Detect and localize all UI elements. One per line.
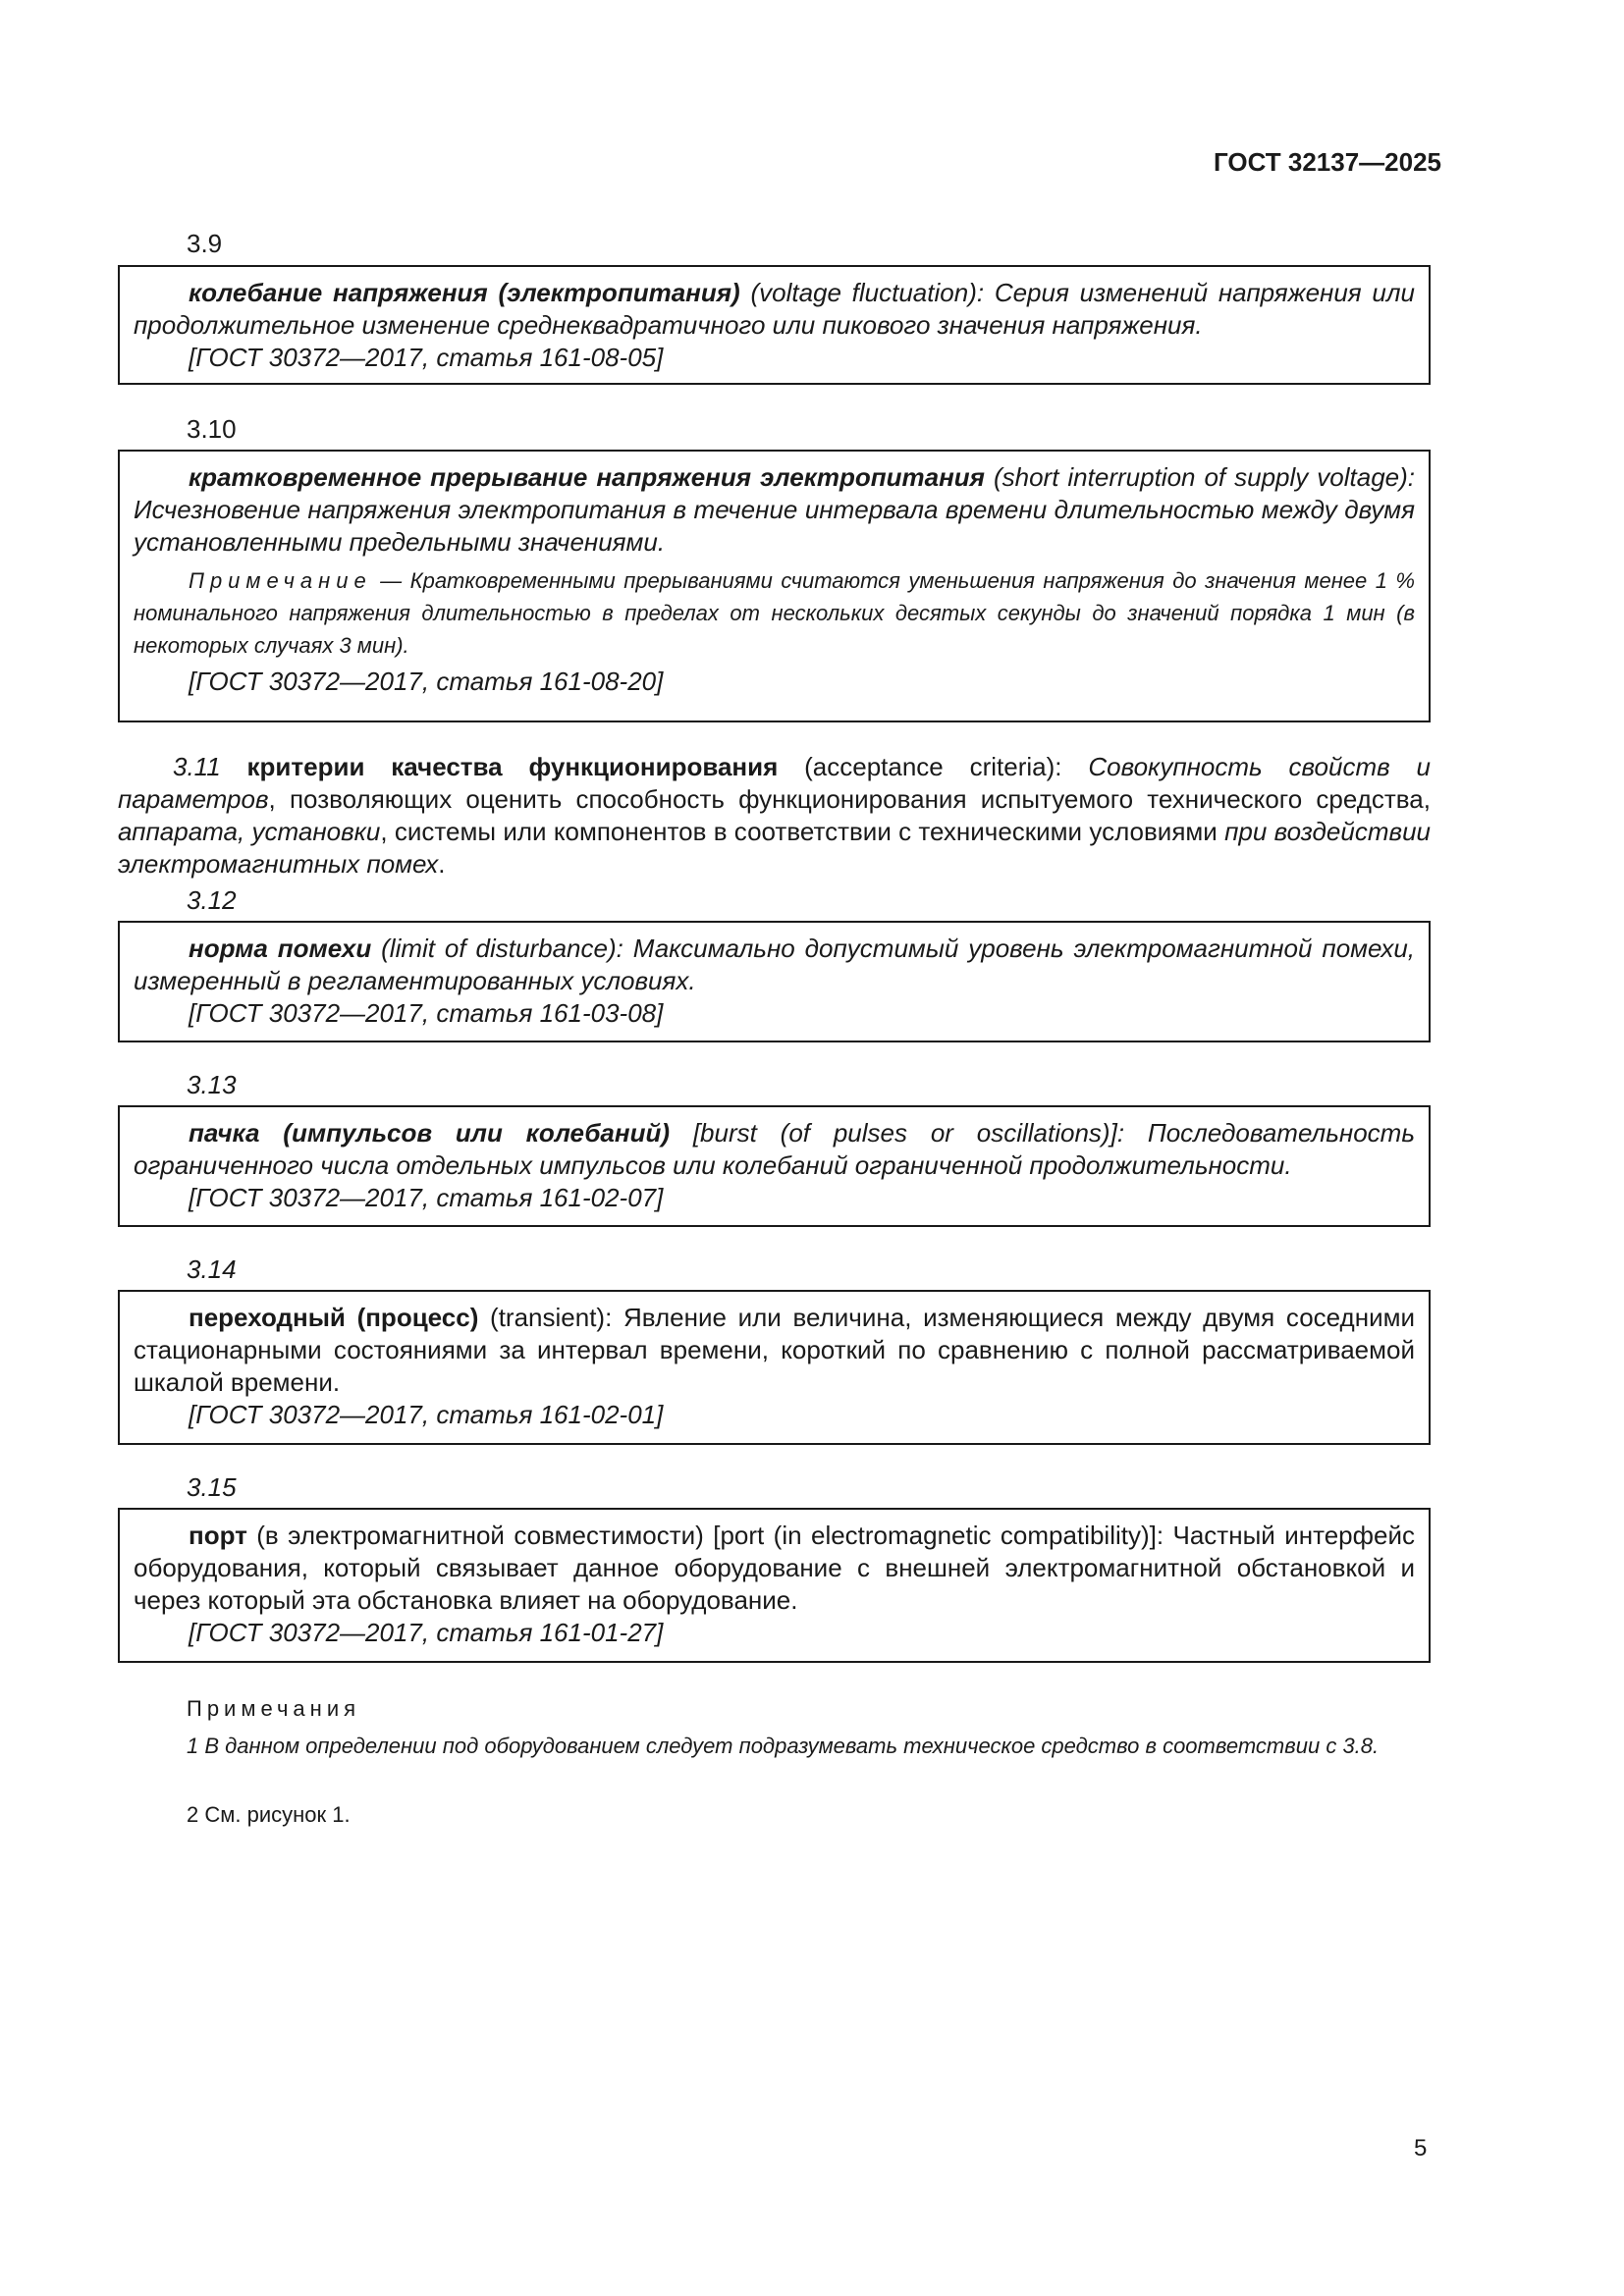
definition-text <box>134 1302 1415 1399</box>
definition-part: при воздействии электромагнитных помех <box>118 817 1431 879</box>
definition: Серия изменений напряжения или продолжительное изменение среднеквадратичного или пикового значения напряжения. <box>134 278 1415 340</box>
term: колебание напряжения (электропитания) <box>189 278 740 307</box>
source-reference: [ГОСТ 30372—2017, статья 161-08-05] <box>189 343 664 372</box>
definition: Максимально допустимый уровень электромагнитной помехи, измеренный в регламентированных условиях. <box>134 934 1415 995</box>
source-reference: [ГОСТ 30372—2017, статья 161-02-01] <box>189 1400 664 1429</box>
term: норма помехи <box>189 934 372 963</box>
definition: Последовательность ограниченного числа отдельных импульсов или колебаний ограниченной продолжительности. <box>134 1118 1415 1180</box>
definition: Исчезновение напряжения электропитания в течение интервала времени длительностью между двумя установленными предельными значениями. <box>134 495 1415 557</box>
clause-number: 3.12 <box>187 885 237 915</box>
page-number: 5 <box>1414 2135 1428 2162</box>
definition-box <box>118 265 1431 385</box>
clause-number: 3.9 <box>187 229 223 258</box>
definition-paragraph <box>118 751 1431 881</box>
clause-number: 3.13 <box>187 1070 237 1099</box>
definition-box <box>118 921 1431 1042</box>
source-reference: [ГОСТ 30372—2017, статья 161-02-07] <box>189 1183 664 1212</box>
term: порт <box>189 1521 247 1550</box>
source-reference: [ГОСТ 30372—2017, статья 161-01-27] <box>189 1618 664 1647</box>
term: кратковременное прерывание напряжения электропитания <box>189 462 985 492</box>
term: пачка (импульсов или колебаний) <box>189 1118 670 1148</box>
note-1: 1 В данном определении под оборудованием следует подразумевать техническое средство в соответствии с 3.8. <box>187 1734 1380 1758</box>
note-body: — Кратковременными прерываниями считаются уменьшения напряжения до значения менее 1 % номинального напряжения длительностью в пределах от нескольких десятых секунды до значений порядка 1 мин (в некоторых случаях 3 мин). <box>134 568 1415 658</box>
definition-text <box>134 933 1415 997</box>
definition-text <box>134 461 1415 559</box>
source-reference: [ГОСТ 30372—2017, статья 161-03-08] <box>189 998 664 1028</box>
definition: Явление или величина, изменяющиеся между двумя соседними стационарными состояниями за интервал времени, короткий по сравнению с полной рассматриваемой шкалой времени. <box>134 1303 1415 1397</box>
clause-number: 3.14 <box>187 1255 237 1284</box>
term: переходный (процесс) <box>189 1303 479 1332</box>
definition-box <box>118 1105 1431 1227</box>
english-term: (в электромагнитной совместимости) [port (in electromagnetic compatibility)]: <box>246 1521 1173 1550</box>
clause-number: 3.15 <box>187 1472 237 1502</box>
english-term: (voltage fluctuation): <box>739 278 995 307</box>
document-id-header: ГОСТ 32137—2025 <box>1214 147 1441 177</box>
definition-text <box>134 277 1415 342</box>
note-text <box>134 564 1415 662</box>
english-term: (short interruption of supply voltage): <box>984 462 1415 492</box>
english-term: [burst (of pulses or oscillations)]: <box>670 1118 1148 1148</box>
clause-number: 3.11 <box>173 752 221 781</box>
definition-box <box>118 450 1431 722</box>
term: критерии качества функционирования <box>246 752 779 781</box>
note-2: 2 См. рисунок 1. <box>187 1802 351 1827</box>
definition-part: аппарата, установки <box>118 817 381 846</box>
definition-part: , системы или компонентов в соответствии с техническими условиями <box>380 817 1225 846</box>
english-term: (transient): <box>478 1303 623 1332</box>
definition: Частный интерфейс оборудования, который связывает данное оборудование с внешней электромагнитной обстановкой и через который эта обстановка влияет на оборудование. <box>134 1521 1415 1615</box>
notes-title: Примечания <box>187 1696 361 1721</box>
note-label: Примечание <box>189 568 372 593</box>
definition-text <box>118 751 1431 881</box>
definition-box <box>118 1508 1431 1663</box>
english-term: (limit of disturbance): <box>371 934 633 963</box>
english-term: (acceptance criteria): <box>778 752 1089 781</box>
definition-text <box>134 1117 1415 1182</box>
clause-number: 3.10 <box>187 414 237 444</box>
definition-part: Совокупность свойств и параметров <box>118 752 1431 814</box>
definition-part: . <box>438 849 446 879</box>
source-reference: [ГОСТ 30372—2017, статья 161-08-20] <box>189 667 664 696</box>
definition-text <box>134 1520 1415 1617</box>
definition-part: , позволяющих оценить способность функционирования испытуемого технического средства, <box>268 784 1431 814</box>
definition-box <box>118 1290 1431 1445</box>
